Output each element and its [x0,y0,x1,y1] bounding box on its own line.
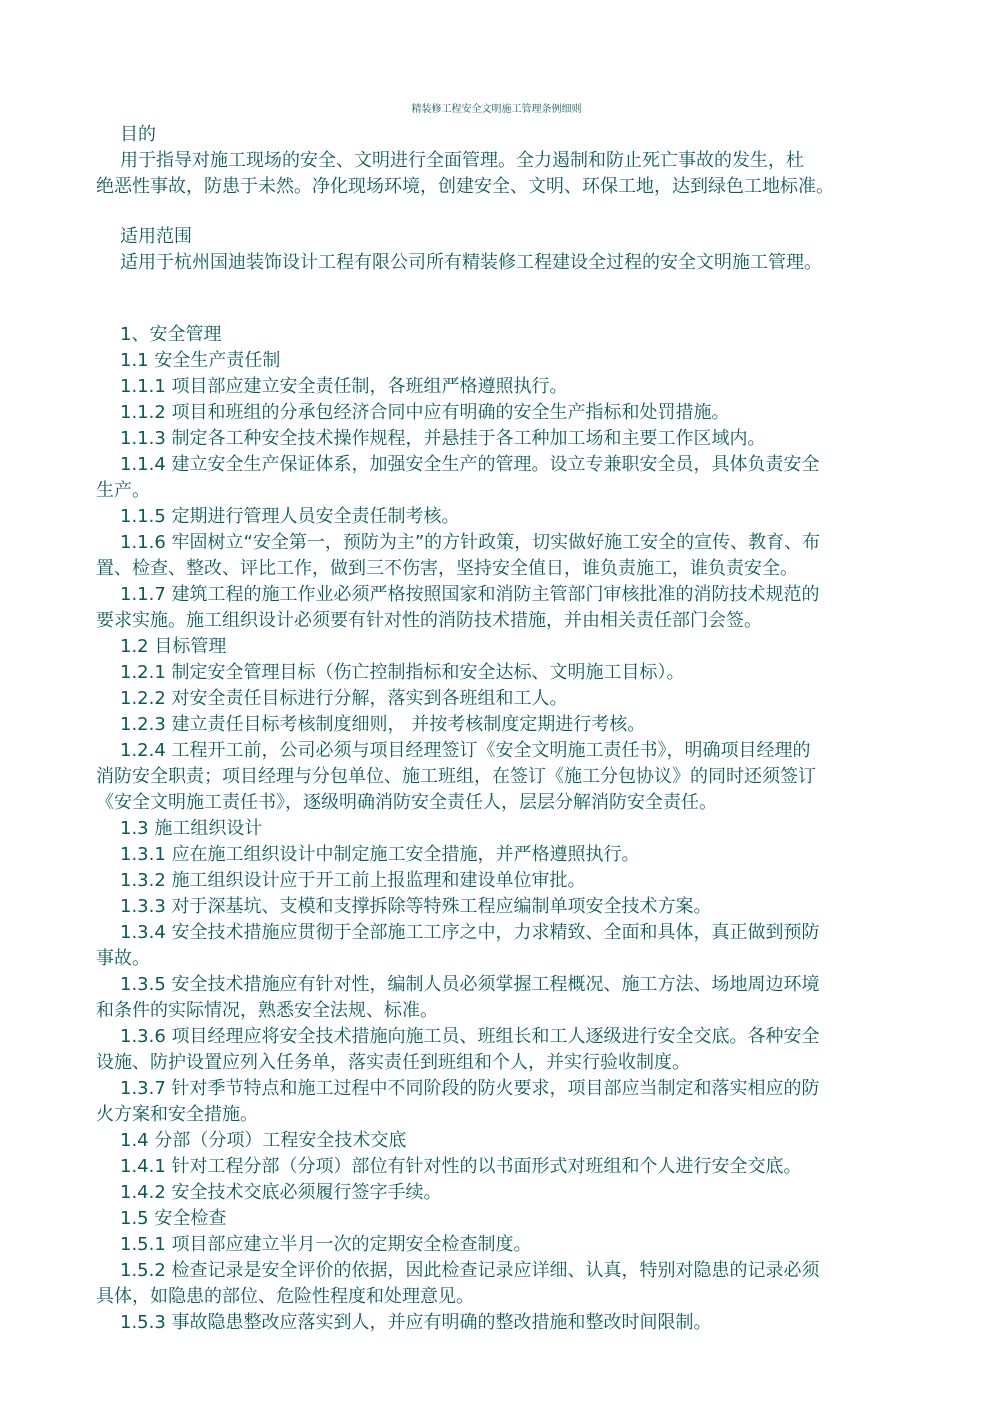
clause-line: 《安全文明施工责任书》，逐级明确消防安全责任人，层层分解消防安全责任。 [96,792,717,813]
clause-line: 消防安全职责；项目经理与分包单位、施工班组，在签订《施工分包协议》的同时还须签订 [96,766,816,787]
clause-line: 1.5.2 检查记录是安全评价的依据，因此检查记录应详细、认真，特别对隐患的记录必须 [120,1260,820,1281]
clause-line: 事故。 [96,948,150,969]
clause-line: 置、检查、整改、评比工作，做到三不伤害，坚持安全值日，谁负责施工，谁负责安全。 [96,558,798,579]
clause-line: 1.1.5 定期进行管理人员安全责任制考核。 [120,506,460,527]
clause-line: 1.1.1 项目部应建立安全责任制，各班组严格遵照执行。 [120,376,568,397]
clause-line: 1.1.3 制定各工种安全技术操作规程，并悬挂于各工种加工场和主要工作区域内。 [120,428,766,449]
subsection-heading: 1.1 安全生产责任制 [120,350,281,371]
clause-line: 1.3.4 安全技术措施应贯彻于全部施工工序之中，力求精致、全面和具体，真正做到预防 [120,922,820,943]
clause-line: 具体，如隐患的部位、危险性程度和处理意见。 [96,1286,474,1307]
clause-line: 1.3.6 项目经理应将安全技术措施向施工员、班组长和工人逐级进行安全交底。各种安全 [120,1026,820,1047]
subsection-heading: 1.4 分部（分项）工程安全技术交底 [120,1130,407,1151]
clause-line: 和条件的实际情况，熟悉安全法规、标准。 [96,1000,438,1021]
heading-scope: 适用范围 [120,226,192,247]
subsection-heading: 1.5 安全检查 [120,1208,227,1229]
clause-line: 1.2.3 建立责任目标考核制度细则， 并按考核制度定期进行考核。 [120,714,646,735]
document-title: 精装修工程安全文明施工管理条例细则 [411,104,582,115]
clause-line: 1.1.6 牢固树立“安全第一，预防为主”的方针政策，切实做好施工安全的宣传、教育、布 [120,532,821,553]
clause-line: 1.1.2 项目和班组的分承包经济合同中应有明确的安全生产指标和处罚措施。 [120,402,730,423]
clause-line: 1.3.1 应在施工组织设计中制定施工安全措施，并严格遵照执行。 [120,844,640,865]
clause-line: 1.4.1 针对工程分部（分项）部位有针对性的以书面形式对班组和个人进行安全交底。 [120,1156,802,1177]
paragraph-line: 适用于杭州国迪装饰设计工程有限公司所有精装修工程建设全过程的安全文明施工管理。 [120,252,822,273]
subsection-heading: 1.2 目标管理 [120,636,227,657]
heading-purpose: 目的 [120,124,156,145]
clause-line: 1.5.3 事故隐患整改应落实到人，并应有明确的整改措施和整改时间限制。 [120,1312,712,1333]
clause-line: 设施、防护设置应列入任务单，落实责任到班组和个人，并实行验收制度。 [96,1052,690,1073]
clause-line: 1.1.7 建筑工程的施工作业必须严格按照国家和消防主管部门审核批准的消防技术规范的 [120,584,820,605]
clause-line: 1.2.4 工程开工前，公司必须与项目经理签订《安全文明施工责任书》，明确项目经理的 [120,740,811,761]
subsection-heading: 1.3 施工组织设计 [120,818,263,839]
clause-line: 火方案和安全措施。 [96,1104,258,1125]
clause-line: 要求实施。施工组织设计必须要有针对性的消防技术措施，并由相关责任部门会签。 [96,610,762,631]
clause-line: 1.3.7 针对季节特点和施工过程中不同阶段的防火要求，项目部应当制定和落实相应的防 [120,1078,820,1099]
section-heading: 1、安全管理 [120,324,222,345]
paragraph-line: 用于指导对施工现场的安全、文明进行全面管理。全力遏制和防止死亡事故的发生，杜 [120,150,804,171]
clause-line: 1.3.3 对于深基坑、支模和支撑拆除等特殊工程应编制单项安全技术方案。 [120,896,712,917]
clause-line: 1.1.4 建立安全生产保证体系，加强安全生产的管理。设立专兼职安全员，具体负责安全 [120,454,820,475]
clause-line: 1.2.2 对安全责任目标进行分解，落实到各班组和工人。 [120,688,568,709]
clause-line: 1.5.1 项目部应建立半月一次的定期安全检查制度。 [120,1234,532,1255]
clause-line: 生产。 [96,480,150,501]
clause-line: 1.4.2 安全技术交底必须履行签字手续。 [120,1182,442,1203]
paragraph-line: 绝恶性事故，防患于未然。净化现场环境，创建安全、文明、环保工地，达到绿色工地标准。 [96,176,834,197]
clause-line: 1.2.1 制定安全管理目标（伤亡控制指标和安全达标、文明施工目标）。 [120,662,685,683]
clause-line: 1.3.2 施工组织设计应于开工前上报监理和建设单位审批。 [120,870,586,891]
clause-line: 1.3.5 安全技术措施应有针对性，编制人员必须掌握工程概况、施工方法、场地周边环境 [120,974,820,995]
